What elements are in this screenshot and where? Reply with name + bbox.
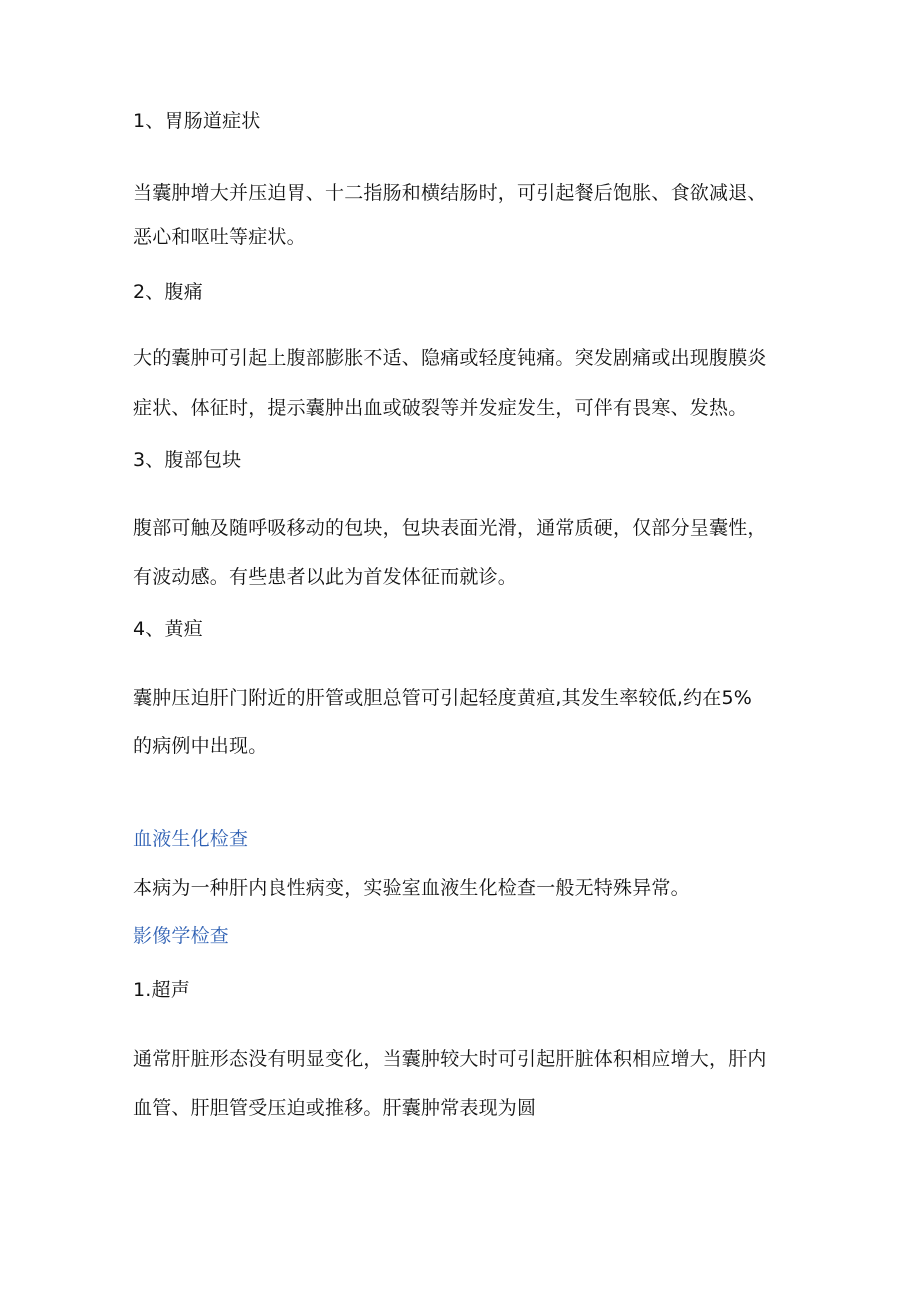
section-heading-imaging: 影像学检查 [133,925,230,947]
paragraph-gastrointestinal-line-1: 当囊肿增大并压迫胃、十二指肠和横结肠时，可引起餐后饱胀、食欲减退、 [133,182,767,204]
paragraph-abdominal-mass-line-2: 有波动感。有些患者以此为首发体征而就诊。 [133,566,518,588]
paragraph-abdominal-mass-line-1: 腹部可触及随呼吸移动的包块，包块表面光滑，通常质硬，仅部分呈囊性， [133,517,767,539]
heading-jaundice: 4、黄疸 [133,618,203,640]
heading-abdominal-mass: 3、腹部包块 [133,449,242,471]
paragraph-abdominal-pain-line-2: 症状、体征时，提示囊肿出血或破裂等并发症发生，可伴有畏寒、发热。 [133,397,748,419]
heading-abdominal-pain: 2、腹痛 [133,281,203,303]
paragraph-gastrointestinal-line-2: 恶心和呕吐等症状。 [133,226,306,248]
paragraph-jaundice-line-1: 囊肿压迫肝门附近的肝管或胆总管可引起轻度黄疸,其发生率较低,约在5% [133,687,753,709]
heading-gastrointestinal-symptoms: 1、胃肠道症状 [133,110,261,132]
section-heading-blood-biochemistry: 血液生化检查 [133,828,249,850]
paragraph-ultrasound-line-1: 通常肝脏形态没有明显变化，当囊肿较大时可引起肝脏体积相应增大，肝内 [133,1048,767,1070]
paragraph-ultrasound-line-2: 血管、肝胆管受压迫或推移。肝囊肿常表现为圆 [133,1097,537,1119]
heading-ultrasound: 1.超声 [133,979,190,1001]
paragraph-blood-biochemistry: 本病为一种肝内良性病变，实验室血液生化检查一般无特殊异常。 [133,877,690,899]
paragraph-jaundice-line-2: 的病例中出现。 [133,735,268,757]
paragraph-abdominal-pain-line-1: 大的囊肿可引起上腹部膨胀不适、隐痛或轻度钝痛。突发剧痛或出现腹膜炎 [133,347,767,369]
